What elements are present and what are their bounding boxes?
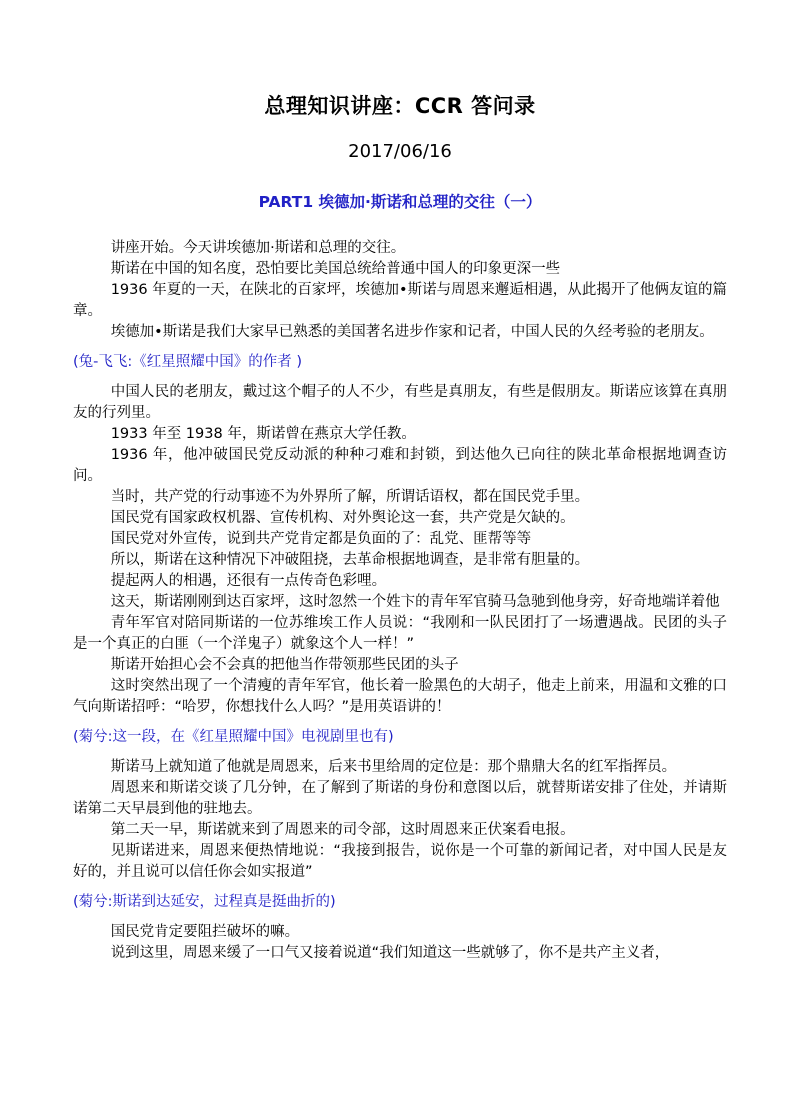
body-paragraph: 这时突然出现了一个清瘦的青年军官，他长着一脸黑色的大胡子，他走上前来，用温和文雅的口气向斯诺招呼：“哈罗，你想找什么人吗？”是用英语讲的！ [73, 678, 727, 715]
document-date: 2017/06/16 [348, 141, 452, 162]
body-paragraph: 中国人民的老朋友，戴过这个帽子的人不少，有些是真朋友，有些是假朋友。斯诺应该算在真朋友的行列里。 [73, 384, 727, 421]
annotation-line: (菊兮:这一段，在《红星照耀中国》电视剧里也有) [73, 729, 394, 745]
body-paragraph: 第二天一早，斯诺就来到了周恩来的司令部，这时周恩来正伏案看电报。 [110, 822, 575, 838]
body-paragraph: 斯诺在中国的知名度，恐怕要比美国总统给普通中国人的印象更深一些 [110, 261, 561, 277]
body-paragraph: 斯诺马上就知道了他就是周恩来，后来书里给周的定位是：那个鼎鼎大名的红军指挥员。 [110, 759, 677, 775]
body-paragraph: 1936 年夏的一天，在陕北的百家坪，埃德加•斯诺与周恩来邂逅相遇，从此揭开了他俩友谊的篇章。 [73, 282, 727, 319]
document-body [73, 238, 727, 964]
body-paragraph: 周恩来和斯诺交谈了几分钟，在了解到了斯诺的身份和意图以后，就替斯诺安排了住处，并请斯诺第二天早晨到他的驻地去。 [73, 780, 727, 817]
body-paragraph: 斯诺开始担心会不会真的把他当作带领那些民团的头子 [110, 657, 459, 673]
body-paragraph: 青年军官对陪同斯诺的一位苏维埃工作人员说：“我刚和一队民团打了一场遭遇战。民团的头子是一个真正的白匪（一个洋鬼子）就象这个人一样！” [73, 615, 727, 652]
annotation-line: (菊兮:斯诺到达延安，过程真是挺曲折的) [73, 894, 336, 910]
body-paragraph: 提起两人的相遇，还很有一点传奇色彩哩。 [110, 573, 387, 589]
body-paragraph: 国民党肯定要阻拦破坏的嘛。 [110, 924, 300, 940]
section-heading: PART1 埃德加·斯诺和总理的交往（一） [258, 193, 542, 211]
body-paragraph: 说到这里，周恩来缓了一口气又接着说道“我们知道这一些就够了，你不是共产主义者， [110, 945, 670, 961]
annotation-line: (兔-飞飞:《红星照耀中国》的作者 ) [73, 354, 303, 370]
body-paragraph: 当时，共产党的行动事迹不为外界所了解，所谓话语权，都在国民党手里。 [110, 489, 590, 505]
body-paragraph: 讲座开始。今天讲埃德加·斯诺和总理的交往。 [110, 240, 406, 256]
body-paragraph: 国民党有国家政权机器、宣传机构、对外舆论这一套，共产党是欠缺的。 [110, 510, 575, 526]
body-paragraph: 所以，斯诺在这种情况下冲破阻挠，去革命根据地调查，是非常有胆量的。 [110, 552, 590, 568]
document-title: 总理知识讲座：CCR 答问录 [264, 94, 536, 118]
body-paragraph: 这天，斯诺刚刚到达百家坪，这时忽然一个姓卞的青年军官骑马急驰到他身旁，好奇地端详着他 [110, 594, 720, 610]
body-paragraph: 埃德加•斯诺是我们大家早已熟悉的美国著名进步作家和记者，中国人民的久经考验的老朋友。 [110, 324, 714, 340]
body-paragraph: 1933 年至 1938 年，斯诺曾在燕京大学任教。 [110, 426, 416, 442]
body-paragraph: 见斯诺进来，周恩来便热情地说：“我接到报告，说你是一个可靠的新闻记者，对中国人民是友好的，并且说可以信任你会如实报道” [73, 843, 727, 880]
body-paragraph: 国民党对外宣传，说到共产党肯定都是负面的了：乱党、匪帮等等 [110, 531, 532, 547]
body-paragraph: 1936 年，他冲破国民党反动派的种种刁难和封锁，到达他久已向往的陕北革命根据地调查访问。 [73, 447, 727, 484]
